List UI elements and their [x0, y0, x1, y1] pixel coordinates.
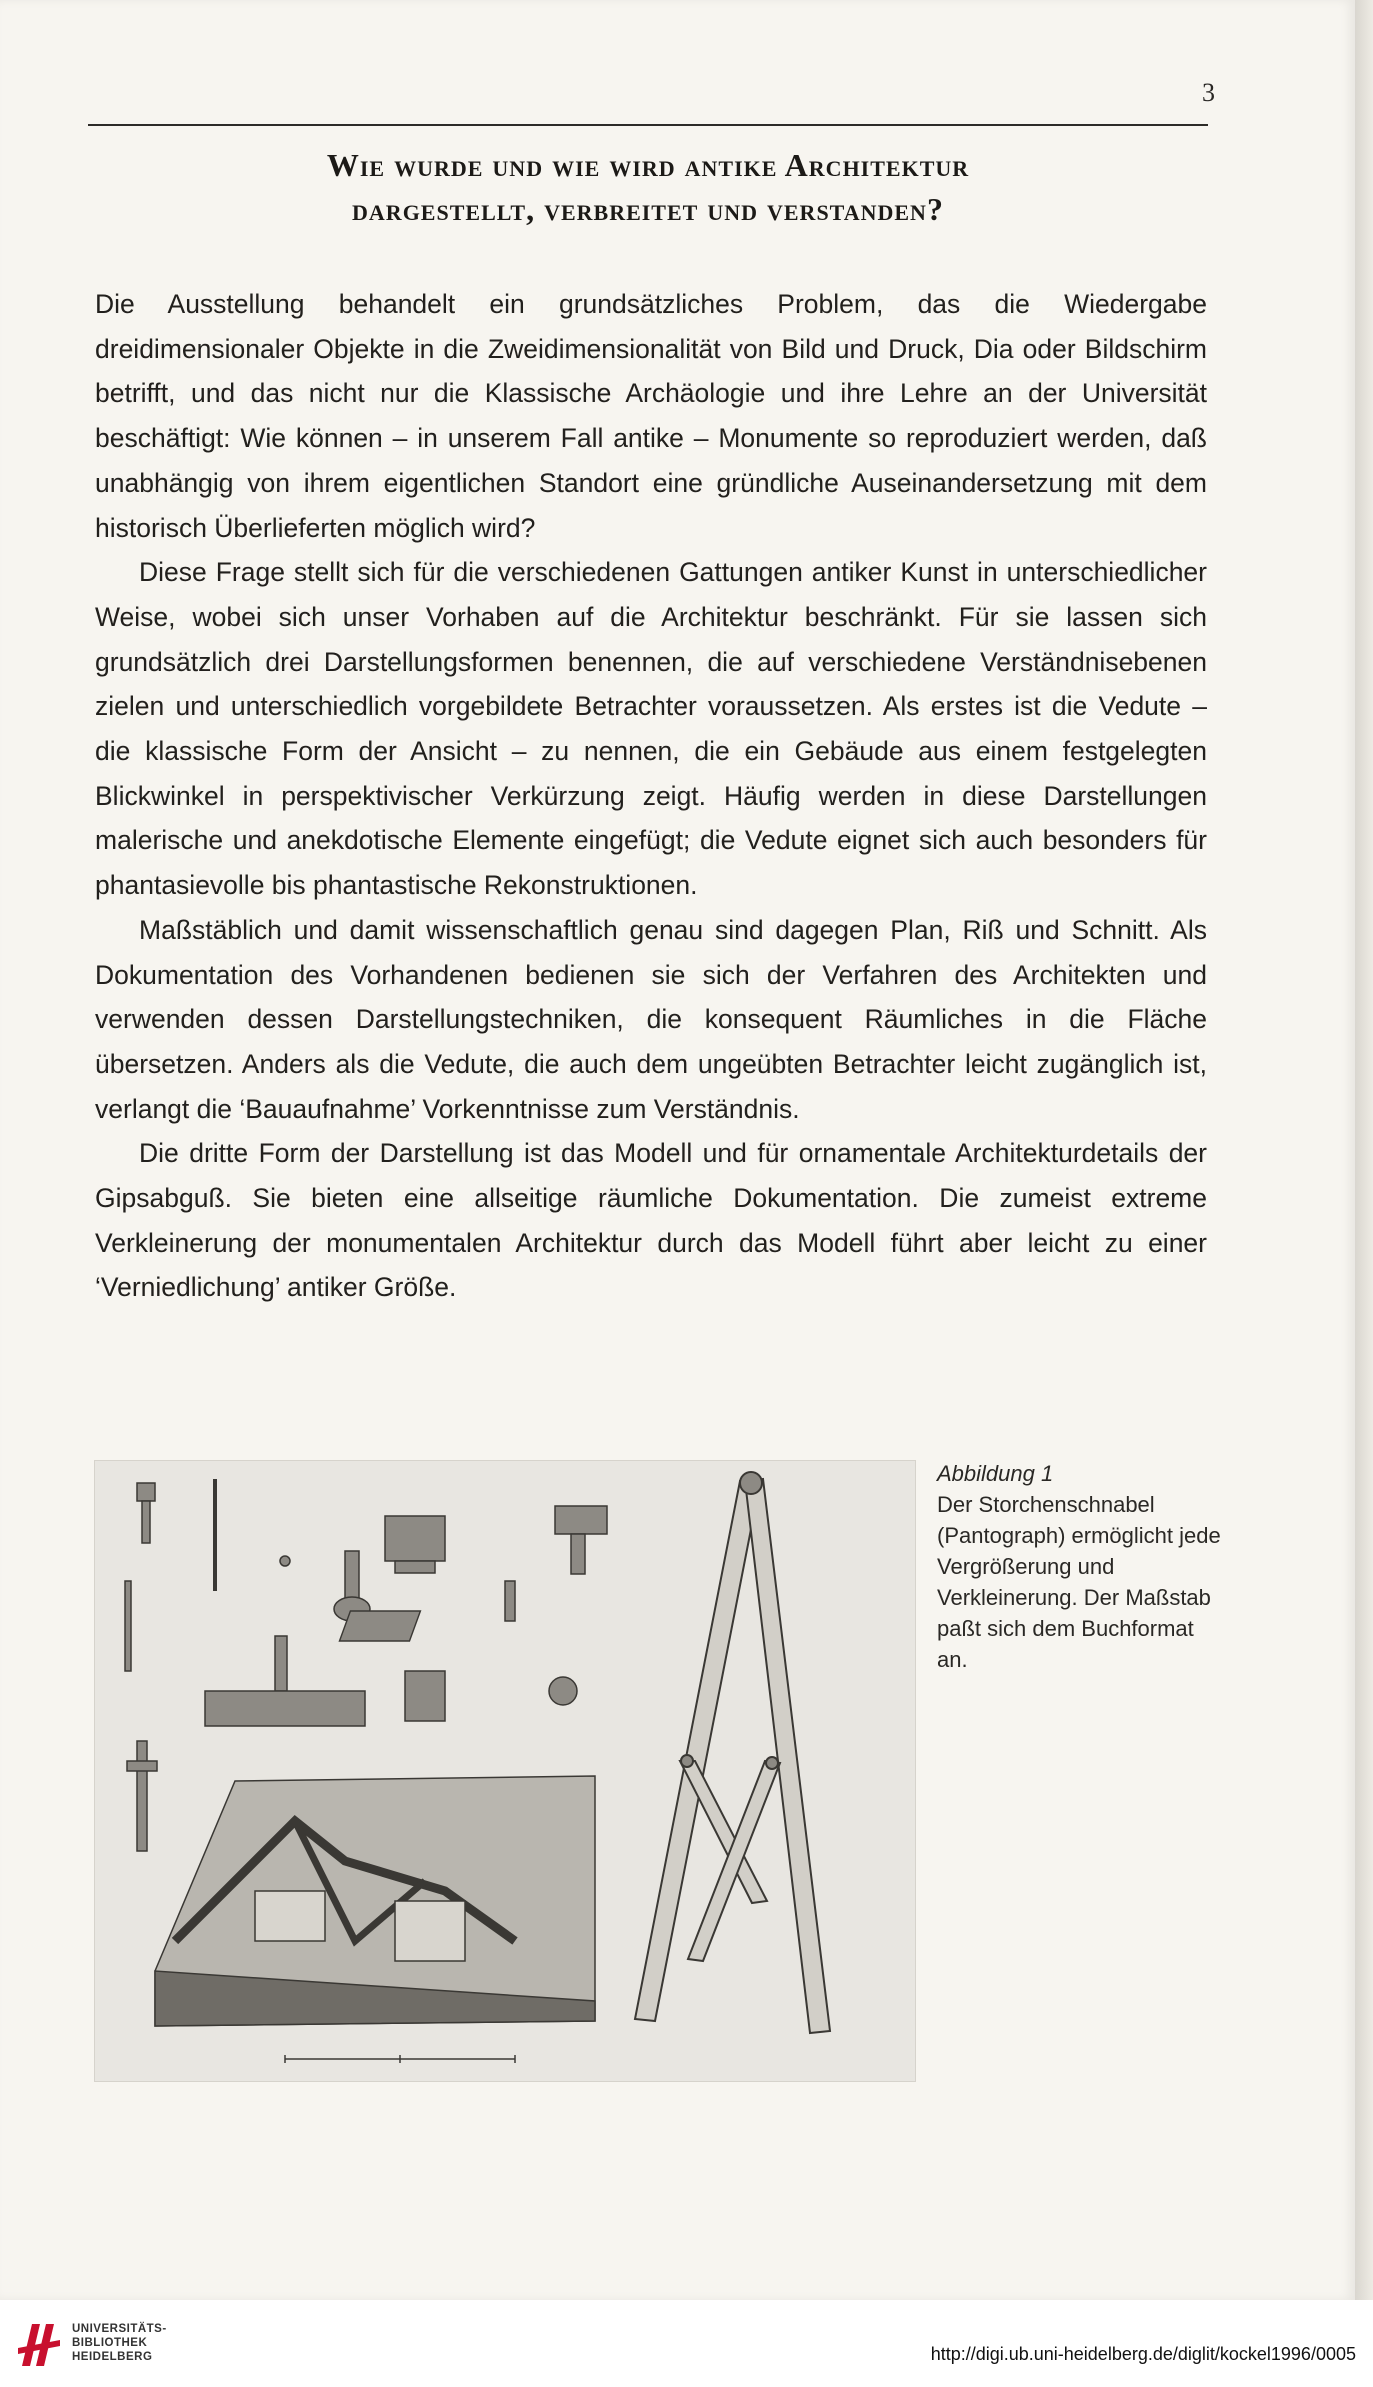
library-name: UNIVERSITÄTS- BIBLIOTHEK HEIDELBERG — [72, 2323, 167, 2363]
pantograph-illustration — [95, 1461, 915, 2081]
paragraph-4: Die dritte Form der Darstellung ist das Modell und für ornamentale Architekturdetails der Gipsabguß. Sie bieten eine allseitige räumliche Dokumentation. Die zumeist extreme Verkleinerung der monumentalen Architektur durch das Modell führt aber leicht zu einer ‘Verniedlichung’ antiker Größe. — [95, 1138, 1207, 1303]
figure-caption — [937, 1458, 1227, 1675]
body-text — [95, 282, 1207, 1310]
chapter-heading — [88, 143, 1208, 231]
caption-text: Der Storchenschnabel (Pantograph) ermöglicht jede Vergrößerung und Verkleinerung. Der Maßstab paßt sich dem Buchformat an. — [937, 1492, 1221, 1672]
header-rule — [88, 124, 1208, 126]
paragraph-1: Die Ausstellung behandelt ein grundsätzliches Problem, das die Wiedergabe dreidimensionaler Objekte in die Zweidimensionalität von Bild und Druck, Dia oder Bildschirm betrifft, und das nicht nur die Klassische Archäologie und ihre Lehre an der Universität beschäftigt: Wie können – in unserem Fall antike – Monumente so reproduziert werden, daß unabhängig von ihrem eigentlichen Standort eine gründliche Auseinandersetzung mit dem historisch Überlieferten möglich wird? — [95, 289, 1207, 543]
university-library-logo-icon — [14, 2318, 64, 2370]
paragraph-2: Diese Frage stellt sich für die verschiedenen Gattungen antiker Kunst in unterschiedlicher Weise, wobei sich unser Vorhaben auf die Architektur beschränkt. Für sie lassen sich grundsätzlich drei Darstellungsformen benennen, die auf verschiedene Verständnisebenen zielen und unterschiedlich vorgebildete Betrachter voraussetzen. Als erstes ist die Vedute – die klassische Form der Ansicht – zu nennen, die ein Gebäude aus einem festgelegten Blickwinkel in perspektivischer Verkürzung zeigt. Häufig werden in diese Darstellungen malerische und anekdotische Elemente eingefügt; die Vedute eignet sich auch besonders für phantasievolle bis phantastische Rekonstruktionen. — [95, 557, 1207, 901]
heading-line-1: Wie wurde und wie wird antike Architektur — [326, 147, 970, 183]
pantograph-engraving — [94, 1460, 916, 2082]
caption-title: Abbildung 1 — [937, 1461, 1054, 1486]
heading-line-2: dargestellt, verbreitet und verstanden? — [352, 191, 944, 227]
source-url-link[interactable]: http://digi.ub.uni-heidelberg.de/diglit/kockel1996/0005 — [930, 2344, 1356, 2364]
page-number: 3 — [1202, 78, 1215, 107]
page-edge — [1355, 0, 1373, 2300]
paragraph-3: Maßstäblich und damit wissenschaftlich genau sind dagegen Plan, Riß und Schnitt. Als Dokumentation des Vorhandenen bedienen sie sich der Verfahren des Architekten und verwenden dessen Darstellungstechniken, die konsequent Räumliches in die Fläche übersetzen. Anders als die Vedute, die auch dem ungeübten Betrachter leicht zugänglich ist, verlangt die ‘Bauaufnahme’ Vorkenntnisse zum Verständnis. — [95, 914, 1207, 1124]
